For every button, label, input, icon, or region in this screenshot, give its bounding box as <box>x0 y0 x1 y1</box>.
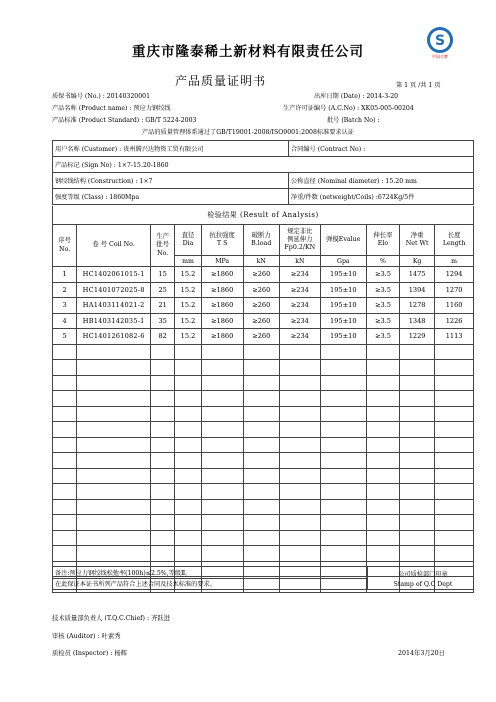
table-cell <box>243 406 279 422</box>
table-row <box>53 437 474 453</box>
table-cell: 82 <box>151 329 175 345</box>
table-cell <box>435 391 474 407</box>
table-cell <box>435 437 474 453</box>
table-cell <box>243 391 279 407</box>
table-cell <box>366 422 399 438</box>
product-standard: 产品标准 (Product Standard) : GB/T 5224-2003 <box>52 117 197 124</box>
table-row <box>53 453 474 469</box>
ship-date: 出库日期 (Date) : 2014-3-20 <box>314 93 399 100</box>
table-cell: ≥1860 <box>201 282 243 298</box>
logo-caption: 中国名牌 <box>432 54 448 59</box>
table-cell: 1394 <box>399 282 434 298</box>
table-cell <box>279 360 320 376</box>
table-row <box>53 515 474 531</box>
table-cell: 15 <box>151 267 175 283</box>
batch-number: 批号 (Batch No) : <box>327 117 380 124</box>
table-cell <box>77 360 151 376</box>
table-cell <box>77 515 151 531</box>
table-row <box>53 267 474 283</box>
table-cell <box>175 515 201 531</box>
col-yield: 规定非比 例延伸力 Fp0.2/KN <box>279 225 320 256</box>
table-cell: 15.2 <box>175 313 201 329</box>
table-cell <box>243 546 279 562</box>
table-cell <box>53 375 77 391</box>
table-cell <box>366 484 399 500</box>
table-cell <box>151 484 175 500</box>
table-cell: 25 <box>151 282 175 298</box>
table-cell: ≥234 <box>279 282 320 298</box>
table-cell <box>53 453 77 469</box>
table-cell <box>201 344 243 360</box>
table-cell <box>279 406 320 422</box>
table-cell <box>243 484 279 500</box>
table-cell <box>366 391 399 407</box>
table-cell <box>279 422 320 438</box>
table-cell <box>366 530 399 546</box>
signature-date: 2014年3月20日 <box>398 650 445 657</box>
table-cell: HA1403114021-2 <box>77 298 151 314</box>
table-cell <box>243 530 279 546</box>
company-name: 重庆市隆泰稀土新材料有限责任公司 <box>132 44 364 60</box>
table-cell <box>366 360 399 376</box>
table-cell <box>77 530 151 546</box>
table-cell <box>399 515 434 531</box>
table-cell: 195±10 <box>320 313 366 329</box>
table-cell <box>151 546 175 562</box>
table-cell <box>279 391 320 407</box>
table-cell <box>53 437 77 453</box>
table-cell <box>320 437 366 453</box>
table-cell: 1 <box>53 267 77 283</box>
col-batch: 生产 批号 No. <box>151 225 175 267</box>
table-cell <box>151 530 175 546</box>
table-cell <box>366 375 399 391</box>
table-row <box>53 344 474 360</box>
product-name: 产品名称 (Product name) : 预应力钢绞线 <box>52 105 171 112</box>
table-cell <box>151 468 175 484</box>
table-cell <box>201 546 243 562</box>
table-cell: HB1403142035-1 <box>77 313 151 329</box>
table-cell <box>399 484 434 500</box>
unit-cell: % <box>366 256 399 267</box>
table-cell <box>77 453 151 469</box>
table-cell <box>366 546 399 562</box>
table-cell <box>320 546 366 562</box>
table-cell <box>320 344 366 360</box>
table-cell <box>175 530 201 546</box>
table-cell <box>435 468 474 484</box>
table-cell <box>320 360 366 376</box>
tech-chief-signature: 技术质量部负责人 (T.Q.C.Chief) : 齐跃进 <box>52 615 170 622</box>
table-cell <box>201 360 243 376</box>
table-cell <box>435 546 474 562</box>
table-cell: 1278 <box>399 298 434 314</box>
table-cell <box>151 422 175 438</box>
col-elo: 伸长率 Elo <box>366 225 399 256</box>
table-cell: ≥1860 <box>201 298 243 314</box>
table-cell: 1294 <box>435 267 474 283</box>
unit-cell: Gpa <box>320 256 366 267</box>
table-cell <box>399 406 434 422</box>
table-cell <box>175 499 201 515</box>
table-cell <box>53 530 77 546</box>
table-cell <box>435 484 474 500</box>
table-cell <box>201 437 243 453</box>
table-cell <box>77 468 151 484</box>
table-cell: ≥260 <box>243 282 279 298</box>
table-cell: ≥3.5 <box>366 313 399 329</box>
auditor-signature: 审核 (Auditor) : 叶素秀 <box>52 633 121 640</box>
table-cell <box>175 360 201 376</box>
table-cell <box>77 375 151 391</box>
stamp-label <box>373 570 473 589</box>
table-cell <box>399 422 434 438</box>
table-row <box>53 484 474 500</box>
col-dia: 直径 Dia <box>175 225 201 256</box>
table-cell <box>320 453 366 469</box>
table-cell <box>201 406 243 422</box>
table-cell <box>243 515 279 531</box>
table-cell <box>366 468 399 484</box>
table-cell <box>201 530 243 546</box>
col-length: 长度 Length <box>435 225 474 256</box>
table-cell: ≥234 <box>279 329 320 345</box>
table-cell <box>243 437 279 453</box>
order-info-table <box>52 140 474 205</box>
table-cell <box>53 406 77 422</box>
col-seq: 序号 No. <box>53 225 77 267</box>
table-cell <box>53 422 77 438</box>
table-cell: 1475 <box>399 267 434 283</box>
table-cell <box>366 499 399 515</box>
table-cell <box>77 437 151 453</box>
table-cell: 2 <box>53 282 77 298</box>
table-cell: ≥234 <box>279 267 320 283</box>
table-cell: 1113 <box>435 329 474 345</box>
table-row <box>53 546 474 562</box>
col-evalue: 弹模Evalue <box>320 225 366 256</box>
table-cell: ≥260 <box>243 267 279 283</box>
contract-cell: 合同编号 (Contract No) : <box>289 141 474 157</box>
table-cell <box>399 344 434 360</box>
table-cell <box>175 546 201 562</box>
table-cell: 21 <box>151 298 175 314</box>
license-number: 生产许可证编号 (A.C.No) : XK05-005-00204 <box>283 105 414 112</box>
table-cell <box>279 499 320 515</box>
table-cell <box>175 422 201 438</box>
table-row <box>53 422 474 438</box>
table-cell <box>201 453 243 469</box>
unit-cell: m <box>435 256 474 267</box>
table-cell: ≥260 <box>243 298 279 314</box>
table-cell <box>435 422 474 438</box>
table-cell <box>175 453 201 469</box>
table-cell <box>435 499 474 515</box>
table-cell <box>53 344 77 360</box>
table-cell <box>175 391 201 407</box>
table-cell: 15.2 <box>175 298 201 314</box>
customer-cell: 用户名称 (Customer) : 贵州腾兴达物资工贸有限公司 <box>53 141 289 157</box>
brand-logo <box>424 26 456 60</box>
table-cell <box>279 453 320 469</box>
unit-cell: kN <box>243 256 279 267</box>
table-cell <box>53 499 77 515</box>
table-cell <box>243 375 279 391</box>
table-cell: 1226 <box>435 313 474 329</box>
table-cell: ≥234 <box>279 298 320 314</box>
table-cell <box>151 453 175 469</box>
table-cell: ≥1860 <box>201 267 243 283</box>
table-cell <box>151 344 175 360</box>
table-cell <box>77 391 151 407</box>
table-cell <box>366 344 399 360</box>
table-cell <box>399 453 434 469</box>
table-cell: HC1402061015-1 <box>77 267 151 283</box>
table-cell <box>151 406 175 422</box>
table-row <box>53 406 474 422</box>
table-cell <box>435 375 474 391</box>
col-netwt: 净重 Net Wt <box>399 225 434 256</box>
table-cell: ≥260 <box>243 329 279 345</box>
table-cell <box>399 391 434 407</box>
table-cell <box>175 375 201 391</box>
diameter-cell: 公称直径 (Nominal diameter) : 15.20 mm <box>289 173 474 189</box>
table-cell: 1348 <box>399 313 434 329</box>
table-cell <box>151 515 175 531</box>
col-ts: 抗拉强度 T S <box>201 225 243 256</box>
analysis-table <box>52 206 474 593</box>
table-cell <box>399 360 434 376</box>
table-cell <box>77 422 151 438</box>
table-cell <box>320 530 366 546</box>
table-cell <box>366 515 399 531</box>
table-cell <box>77 406 151 422</box>
table-cell: 3 <box>53 298 77 314</box>
table-row <box>53 530 474 546</box>
table-cell <box>435 344 474 360</box>
table-cell: 1270 <box>435 282 474 298</box>
table-cell <box>201 375 243 391</box>
table-cell: ≥234 <box>279 313 320 329</box>
table-cell: 15.2 <box>175 267 201 283</box>
table-cell <box>53 546 77 562</box>
table-cell <box>399 468 434 484</box>
table-cell <box>151 375 175 391</box>
table-cell <box>77 344 151 360</box>
table-cell <box>77 484 151 500</box>
cert-number: 质保书编号 (No.) : 20140320001 <box>52 93 151 100</box>
unit-cell: Kg <box>399 256 434 267</box>
table-cell <box>279 484 320 500</box>
quality-system-note: 产品的质量管理体系通过了GB/T19001-2008/ISO9001:2008标准要求认证 <box>141 129 354 136</box>
table-cell <box>320 468 366 484</box>
table-cell <box>175 406 201 422</box>
table-cell: HC1401261082-6 <box>77 329 151 345</box>
table-cell <box>320 375 366 391</box>
table-row <box>53 298 474 314</box>
table-row <box>53 468 474 484</box>
table-cell <box>399 437 434 453</box>
analysis-caption: 检验结果 (Result of Analysis) <box>53 206 474 225</box>
table-cell <box>279 437 320 453</box>
table-cell <box>320 391 366 407</box>
unit-cell: mm <box>175 256 201 267</box>
table-cell <box>53 360 77 376</box>
table-cell <box>399 375 434 391</box>
table-cell <box>53 484 77 500</box>
logo-letter: S <box>434 33 446 49</box>
table-cell: 15.2 <box>175 329 201 345</box>
table-cell <box>201 515 243 531</box>
table-cell: ≥1860 <box>201 329 243 345</box>
table-cell <box>435 515 474 531</box>
stamp-label-cn: 公司质检部门印章 <box>398 571 448 578</box>
table-row <box>53 282 474 298</box>
table-cell <box>399 499 434 515</box>
table-cell: HC1401072025-8 <box>77 282 151 298</box>
table-cell <box>279 375 320 391</box>
table-cell <box>175 344 201 360</box>
table-cell <box>77 499 151 515</box>
col-coil: 卷 号 Coil No. <box>77 225 151 267</box>
table-cell <box>435 360 474 376</box>
col-bload: 破断力 B.load <box>243 225 279 256</box>
table-cell: 195±10 <box>320 329 366 345</box>
table-cell: 1229 <box>399 329 434 345</box>
table-row <box>53 391 474 407</box>
table-cell <box>175 437 201 453</box>
table-cell: ≥3.5 <box>366 298 399 314</box>
table-cell <box>366 406 399 422</box>
table-cell <box>53 515 77 531</box>
table-cell <box>435 406 474 422</box>
table-cell: ≥3.5 <box>366 267 399 283</box>
table-cell <box>399 530 434 546</box>
table-cell <box>53 468 77 484</box>
sign-cell: 产品标记 (Sign No) : 1×7-15.20-1860 <box>53 157 474 173</box>
table-cell <box>201 422 243 438</box>
stamp-label-en: Stamp of Q.C Dept <box>393 580 453 588</box>
guarantee-cell: 在此保证本证书所列产品符合上述合同及技术标准的要求。 <box>53 578 368 590</box>
table-cell: 1160 <box>435 298 474 314</box>
table-cell <box>77 546 151 562</box>
netweight-cell: 净重/件数 (netweight/Coils) :6724Kg/5件 <box>289 189 474 205</box>
document-title: 产品质量证明书 <box>175 74 267 88</box>
table-cell <box>243 453 279 469</box>
table-cell <box>279 530 320 546</box>
inspector-signature: 质检员 (Inspector) : 杨辉 <box>52 650 127 657</box>
table-cell <box>399 546 434 562</box>
table-cell: ≥3.5 <box>366 282 399 298</box>
table-row <box>53 329 474 345</box>
table-cell: 35 <box>151 313 175 329</box>
table-cell: 5 <box>53 329 77 345</box>
table-cell: 195±10 <box>320 298 366 314</box>
table-cell <box>243 344 279 360</box>
table-row <box>53 375 474 391</box>
remark-cell: 备注:预应力钢绞线松弛率(100h)≤2.5%,等级Ⅱ。 <box>53 567 368 579</box>
table-cell <box>320 406 366 422</box>
table-cell <box>151 391 175 407</box>
table-cell <box>279 344 320 360</box>
unit-cell: MPa <box>201 256 243 267</box>
table-cell <box>175 484 201 500</box>
table-cell <box>53 391 77 407</box>
table-cell <box>243 468 279 484</box>
table-cell <box>320 515 366 531</box>
table-cell: ≥3.5 <box>366 329 399 345</box>
table-cell <box>320 499 366 515</box>
table-cell <box>320 484 366 500</box>
table-cell <box>279 468 320 484</box>
table-row <box>53 313 474 329</box>
table-cell <box>175 468 201 484</box>
table-cell: ≥1860 <box>201 313 243 329</box>
table-cell <box>201 499 243 515</box>
table-cell: 4 <box>53 313 77 329</box>
table-cell <box>435 453 474 469</box>
construction-cell: 钢绞线结构 (Construction) : 1×7 <box>53 173 289 189</box>
table-cell <box>151 437 175 453</box>
table-cell <box>366 437 399 453</box>
table-cell: 195±10 <box>320 267 366 283</box>
table-cell: 15.2 <box>175 282 201 298</box>
table-cell <box>243 360 279 376</box>
table-cell <box>366 453 399 469</box>
table-cell: ≥260 <box>243 313 279 329</box>
table-cell <box>320 422 366 438</box>
table-cell <box>201 484 243 500</box>
table-cell <box>151 499 175 515</box>
table-cell <box>201 468 243 484</box>
table-cell <box>435 530 474 546</box>
page-info: 第 1 页 /共 1 页 <box>396 82 441 89</box>
unit-cell: kN <box>279 256 320 267</box>
table-row <box>53 360 474 376</box>
table-cell <box>243 422 279 438</box>
table-cell <box>279 546 320 562</box>
table-cell: 195±10 <box>320 282 366 298</box>
table-cell <box>279 515 320 531</box>
table-cell <box>151 360 175 376</box>
table-cell <box>243 499 279 515</box>
table-row <box>53 499 474 515</box>
grade-cell: 强度等级 (Class) : 1860Mpa <box>53 189 289 205</box>
table-cell <box>201 391 243 407</box>
